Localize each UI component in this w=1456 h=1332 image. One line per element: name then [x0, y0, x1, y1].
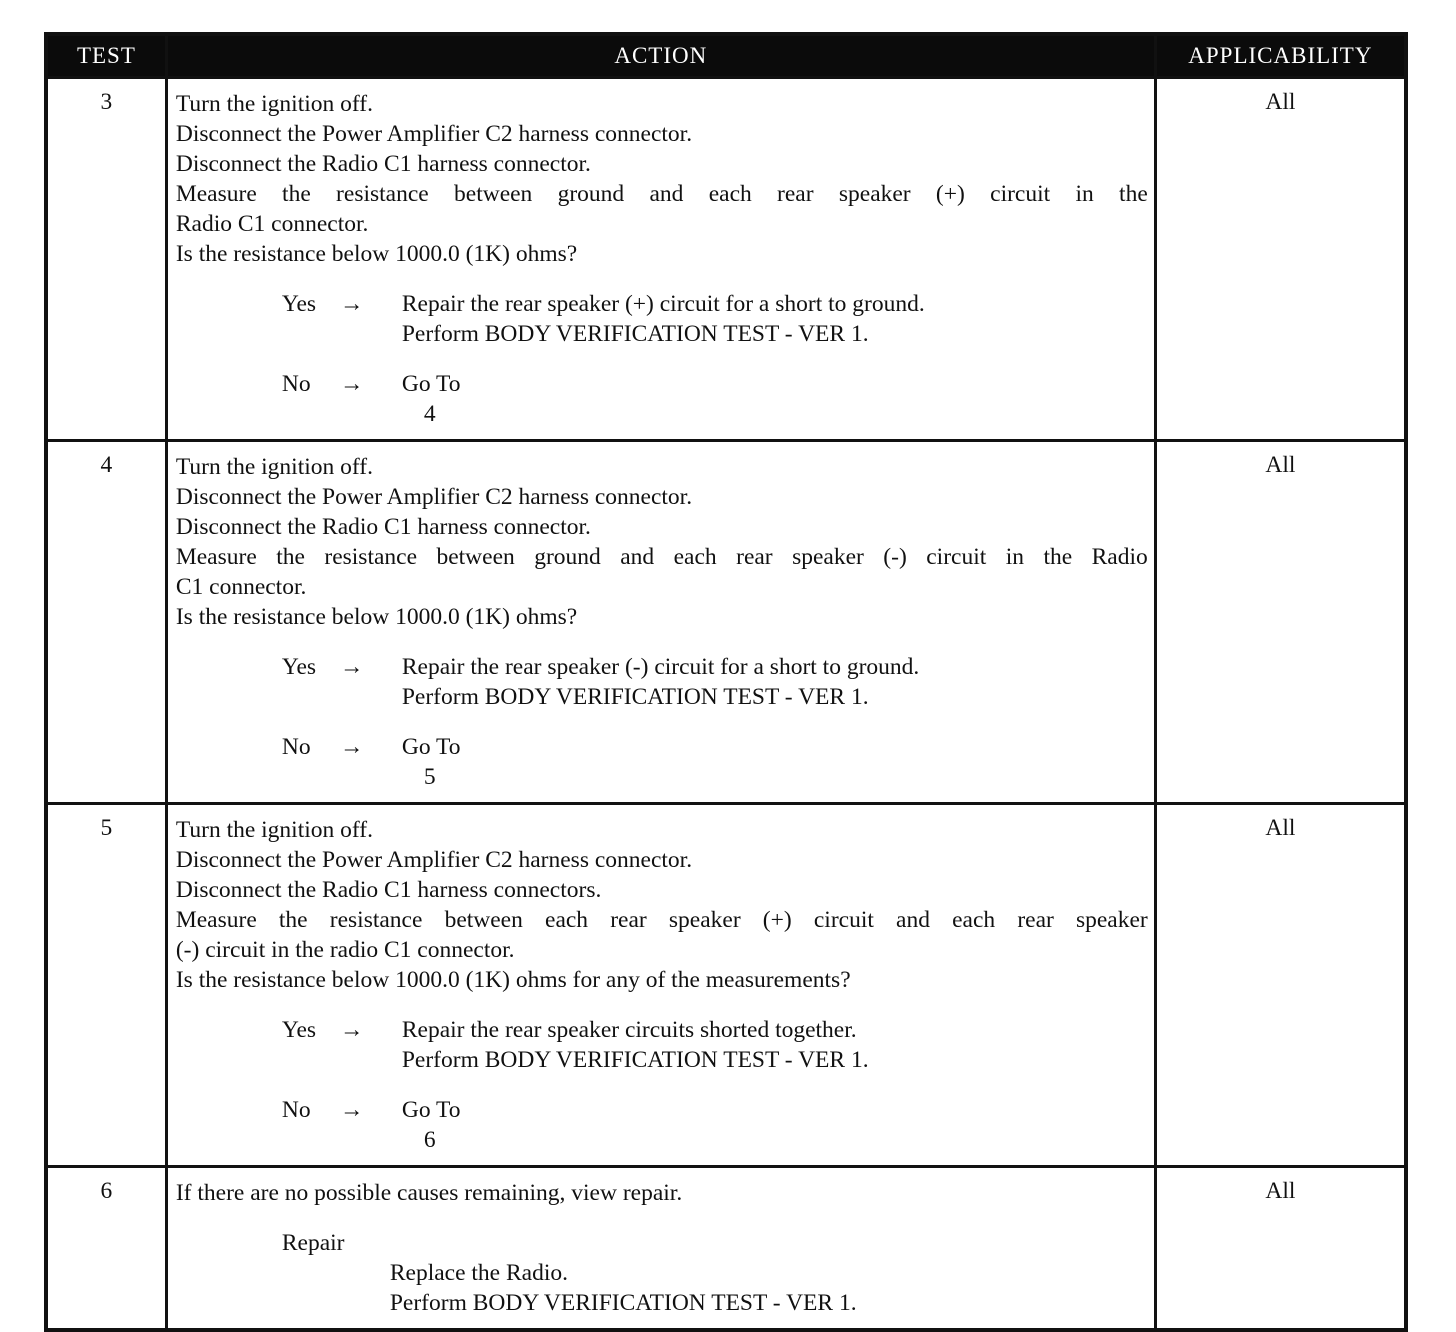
yes-result — [402, 652, 1148, 712]
yes-result — [402, 289, 1148, 349]
action-step: Turn the ignition off. — [175, 91, 374, 117]
yes-result — [402, 1015, 1148, 1075]
action-step: Turn the ignition off. — [175, 454, 374, 480]
action-step: Disconnect the Power Amplifier C2 harness connector. — [175, 484, 693, 510]
repair-outcome — [282, 1228, 1148, 1318]
table-row — [46, 78, 1406, 441]
result-line: Perform BODY VERIFICATION TEST - VER 1. — [401, 1047, 869, 1073]
no-result — [402, 369, 1148, 429]
yes-outcome — [282, 652, 1148, 712]
table-row — [46, 804, 1406, 1167]
goto-target: 5 — [423, 764, 436, 790]
action-step: Turn the ignition off. — [175, 817, 374, 843]
result-line: Perform BODY VERIFICATION TEST - VER 1. — [401, 321, 869, 347]
result-line: Repair the rear speaker circuits shorted together. — [401, 1017, 857, 1043]
action-step: Disconnect the Power Amplifier C2 harness connector. — [175, 847, 693, 873]
no-label: No — [281, 734, 311, 760]
action-step: Disconnect the Radio C1 harness connector. — [175, 514, 591, 540]
goto-label: Go To — [401, 1097, 461, 1123]
yes-label: Yes — [281, 654, 317, 680]
test-number: 5 — [46, 804, 166, 1167]
action-step: Disconnect the Radio C1 harness connectors. — [175, 877, 602, 903]
right-arrow-icon: → — [339, 654, 364, 680]
action-step: Radio C1 connector. — [175, 211, 369, 237]
goto-line — [402, 732, 1148, 792]
right-arrow-icon: → — [339, 1017, 364, 1043]
repair-label: Repair — [281, 1230, 345, 1256]
action-step: Is the resistance below 1000.0 (1K) ohms? — [175, 604, 578, 630]
action-step: Measure the resistance between ground and each rear speaker (-) circuit in the Radio — [175, 544, 1148, 570]
diagnostic-test-table — [44, 32, 1408, 1332]
right-arrow-icon: → — [339, 291, 364, 317]
right-arrow-icon: → — [339, 734, 364, 760]
goto-label: Go To — [401, 371, 461, 397]
no-outcome — [282, 369, 1148, 429]
goto-line — [402, 369, 1148, 429]
action-step: Disconnect the Radio C1 harness connector. — [175, 151, 591, 177]
yes-label: Yes — [281, 291, 317, 317]
goto-target: 4 — [423, 401, 436, 427]
column-header-action: ACTION — [166, 34, 1155, 78]
action-step: If there are no possible causes remaining, view repair. — [175, 1180, 683, 1206]
action-step: Measure the resistance between each rear speaker (+) circuit and each rear speaker — [175, 907, 1148, 933]
applicability-value: All — [1155, 1167, 1406, 1331]
repair-instructions — [390, 1258, 1148, 1318]
action-step: Is the resistance below 1000.0 (1K) ohms for any of the measurements? — [175, 967, 851, 993]
yes-label: Yes — [281, 1017, 317, 1043]
no-outcome — [282, 1095, 1148, 1155]
test-number: 6 — [46, 1167, 166, 1331]
action-step: (-) circuit in the radio C1 connector. — [175, 937, 515, 963]
table-row — [46, 1167, 1406, 1331]
table-header-row — [46, 34, 1406, 78]
result-line: Repair the rear speaker (+) circuit for a short to ground. — [401, 291, 925, 317]
table-row — [46, 441, 1406, 804]
applicability-value: All — [1155, 441, 1406, 804]
repair-line: Perform BODY VERIFICATION TEST - VER 1. — [389, 1290, 857, 1316]
goto-target: 6 — [423, 1127, 436, 1153]
column-header-test: TEST — [46, 34, 166, 78]
applicability-value: All — [1155, 78, 1406, 441]
test-number: 4 — [46, 441, 166, 804]
yes-outcome — [282, 1015, 1148, 1075]
no-label: No — [281, 371, 311, 397]
right-arrow-icon: → — [339, 1097, 364, 1123]
goto-label: Go To — [401, 734, 461, 760]
yes-outcome — [282, 289, 1148, 349]
test-number: 3 — [46, 78, 166, 441]
action-cell — [166, 78, 1155, 441]
no-label: No — [281, 1097, 311, 1123]
applicability-value: All — [1155, 804, 1406, 1167]
action-step: Disconnect the Power Amplifier C2 harness connector. — [175, 121, 693, 147]
action-cell — [166, 1167, 1155, 1331]
column-header-applicability: APPLICABILITY — [1155, 34, 1406, 78]
result-line: Perform BODY VERIFICATION TEST - VER 1. — [401, 684, 869, 710]
goto-line — [402, 1095, 1148, 1155]
action-cell — [166, 441, 1155, 804]
repair-line: Replace the Radio. — [389, 1260, 568, 1286]
action-cell — [166, 804, 1155, 1167]
action-step: C1 connector. — [175, 574, 307, 600]
no-result — [402, 1095, 1148, 1155]
action-step: Is the resistance below 1000.0 (1K) ohms? — [175, 241, 578, 267]
action-step: Measure the resistance between ground and each rear speaker (+) circuit in the — [175, 181, 1148, 207]
right-arrow-icon: → — [339, 371, 364, 397]
no-result — [402, 732, 1148, 792]
result-line: Repair the rear speaker (-) circuit for a short to ground. — [401, 654, 920, 680]
no-outcome — [282, 732, 1148, 792]
